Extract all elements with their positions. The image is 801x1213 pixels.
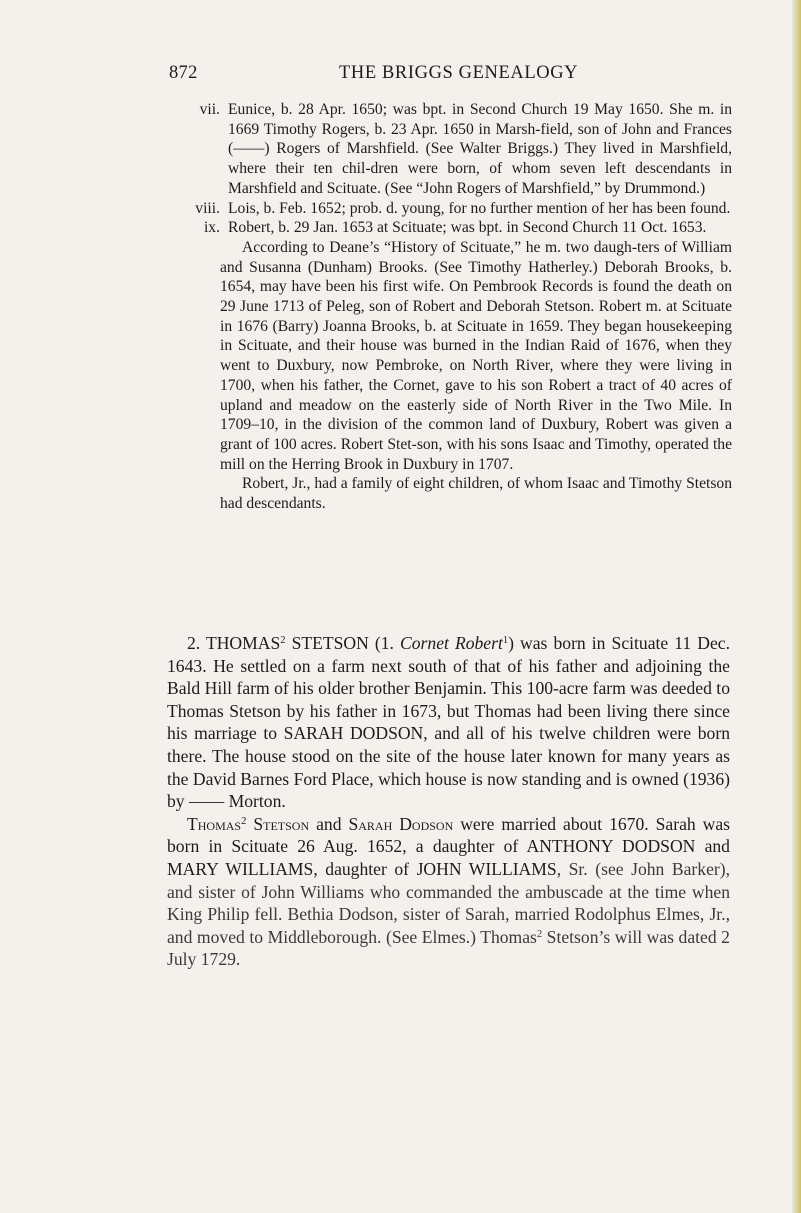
text-run: and — [695, 836, 730, 857]
robert-paragraph: Robert, Jr., had a family of eight children, of whom Isaac and Timothy Stetson had descendants. — [220, 475, 732, 513]
child-entry-viii — [180, 199, 732, 219]
person-name: THOMAS — [205, 633, 281, 653]
father-reference: Cornet Robert — [400, 633, 503, 653]
generation-number: 2 — [241, 815, 247, 827]
spouse-name: SARAH DODSON — [283, 723, 424, 744]
entry-number: 2. — [187, 633, 201, 653]
person-surname: Stetson — [246, 813, 310, 834]
thomas-section — [167, 632, 730, 971]
child-entry-ix — [180, 218, 732, 238]
text-run: , Sr. (see John Barker), and sister of John Williams who commanded the ambuscade at the time when King Philip fell. Bethia Dodson, sister of Sarah, married Rodolphus Elmes, Jr., and moved to Middleborough. (See Elmes.) Thomas — [167, 858, 731, 947]
text-run: , and all of his twelve children were born there. The house stood on the site of the house later known for many years as the David Barnes Ford Place, which house is now standing and is owned (1936) by —— Morton. — [167, 723, 730, 812]
text-run: and — [309, 813, 349, 834]
parent-name: MARY WILLIAMS — [167, 858, 314, 879]
page-header — [169, 63, 729, 87]
text-run: (1. — [368, 633, 401, 653]
thomas-paragraph-2 — [167, 813, 730, 971]
robert-paragraph: According to Deane’s “History of Scituate,” he m. two daugh-ters of William and Susanna (Dunham) Brooks. (See Timothy Hatherley.) Deborah Brooks, b. 1654, may have been his first wife. On Pembrook Records is found the death on 29 June 1713 of Peleg, son of Robert and Deborah Stetson. Robert m. at Scituate in 1676 (Barry) Joanna Brooks, b. at Scituate in 1659. They began housekeeping in Scituate, and their house was burned in the Indian Raid of 1676, when they went to Duxbury, now Pembroke, on North River, where they were living in 1700, when his father, the Cornet, gave to his son Robert a tract of 40 acres of upland and meadow on the easterly side of North River in the Two Mile. In 1709–10, in the division of the common land of Duxbury, Robert was given a grant of 100 acres. Robert Stet-son, with his sons Isaac and Timothy, operated the mill on the Herring Brook in Duxbury in 1707. — [220, 238, 732, 473]
generation-number: 2 — [280, 635, 286, 647]
text-run: were married about 1670. Sarah was born in Scituate 26 Aug. 1652, a daughter of — [167, 813, 730, 857]
entry-numeral: viii. — [195, 199, 220, 217]
grandparent-name: JOHN WILLIAMS — [416, 858, 557, 879]
person-name: Thomas — [187, 813, 242, 834]
entry-numeral: ix. — [203, 219, 220, 237]
child-entry-vii — [180, 100, 732, 199]
page-edge — [792, 0, 801, 1213]
page-number: 872 — [169, 63, 198, 83]
entry-text: Eunice, b. 28 Apr. 1650; was bpt. in Second Church 19 May 1650. She m. in 1669 Timothy Rogers, b. 23 Apr. 1650 in Marsh-field, son of John and Frances (——) Rogers of Marshfield. (See Walter Briggs.) They lived in Marshfield, where their ten chil-dren were born, of whom seven left descendants in Marshfield and Scituate. (See “John Rogers of Marshfield,” by Drummond.) — [228, 101, 732, 197]
generation-number: 2 — [536, 928, 543, 940]
entry-text: Robert, b. 29 Jan. 1653 at Scituate; was bpt. in Second Church 11 Oct. 1653. — [228, 219, 707, 237]
entry-text: Lois, b. Feb. 1652; prob. d. young, for no further mention of her has been found. — [228, 199, 731, 217]
thomas-paragraph-1 — [167, 632, 730, 813]
spouse-name: Sarah Dodson — [348, 813, 454, 834]
person-surname: STETSON — [285, 633, 369, 653]
text-run: Stetson’s will was dated 2 July 1729. — [167, 926, 730, 970]
text-run: ) was born in Scituate 11 Dec. 1643. He settled on a farm next south of that of his father and adjoining the Bald Hill farm of his older brother Benjamin. This 100-acre farm was deeded to Thomas Stetson by his father in 1673, but Thomas had been living there since his marriage to — [167, 633, 730, 744]
child-entries — [180, 100, 732, 514]
generation-number: 1 — [502, 635, 509, 647]
text-run: , daughter of — [313, 858, 417, 879]
entry-numeral: vii. — [199, 101, 220, 118]
parent-name: ANTHONY DODSON — [526, 836, 696, 857]
running-title: THE BRIGGS GENEALOGY — [339, 63, 579, 83]
